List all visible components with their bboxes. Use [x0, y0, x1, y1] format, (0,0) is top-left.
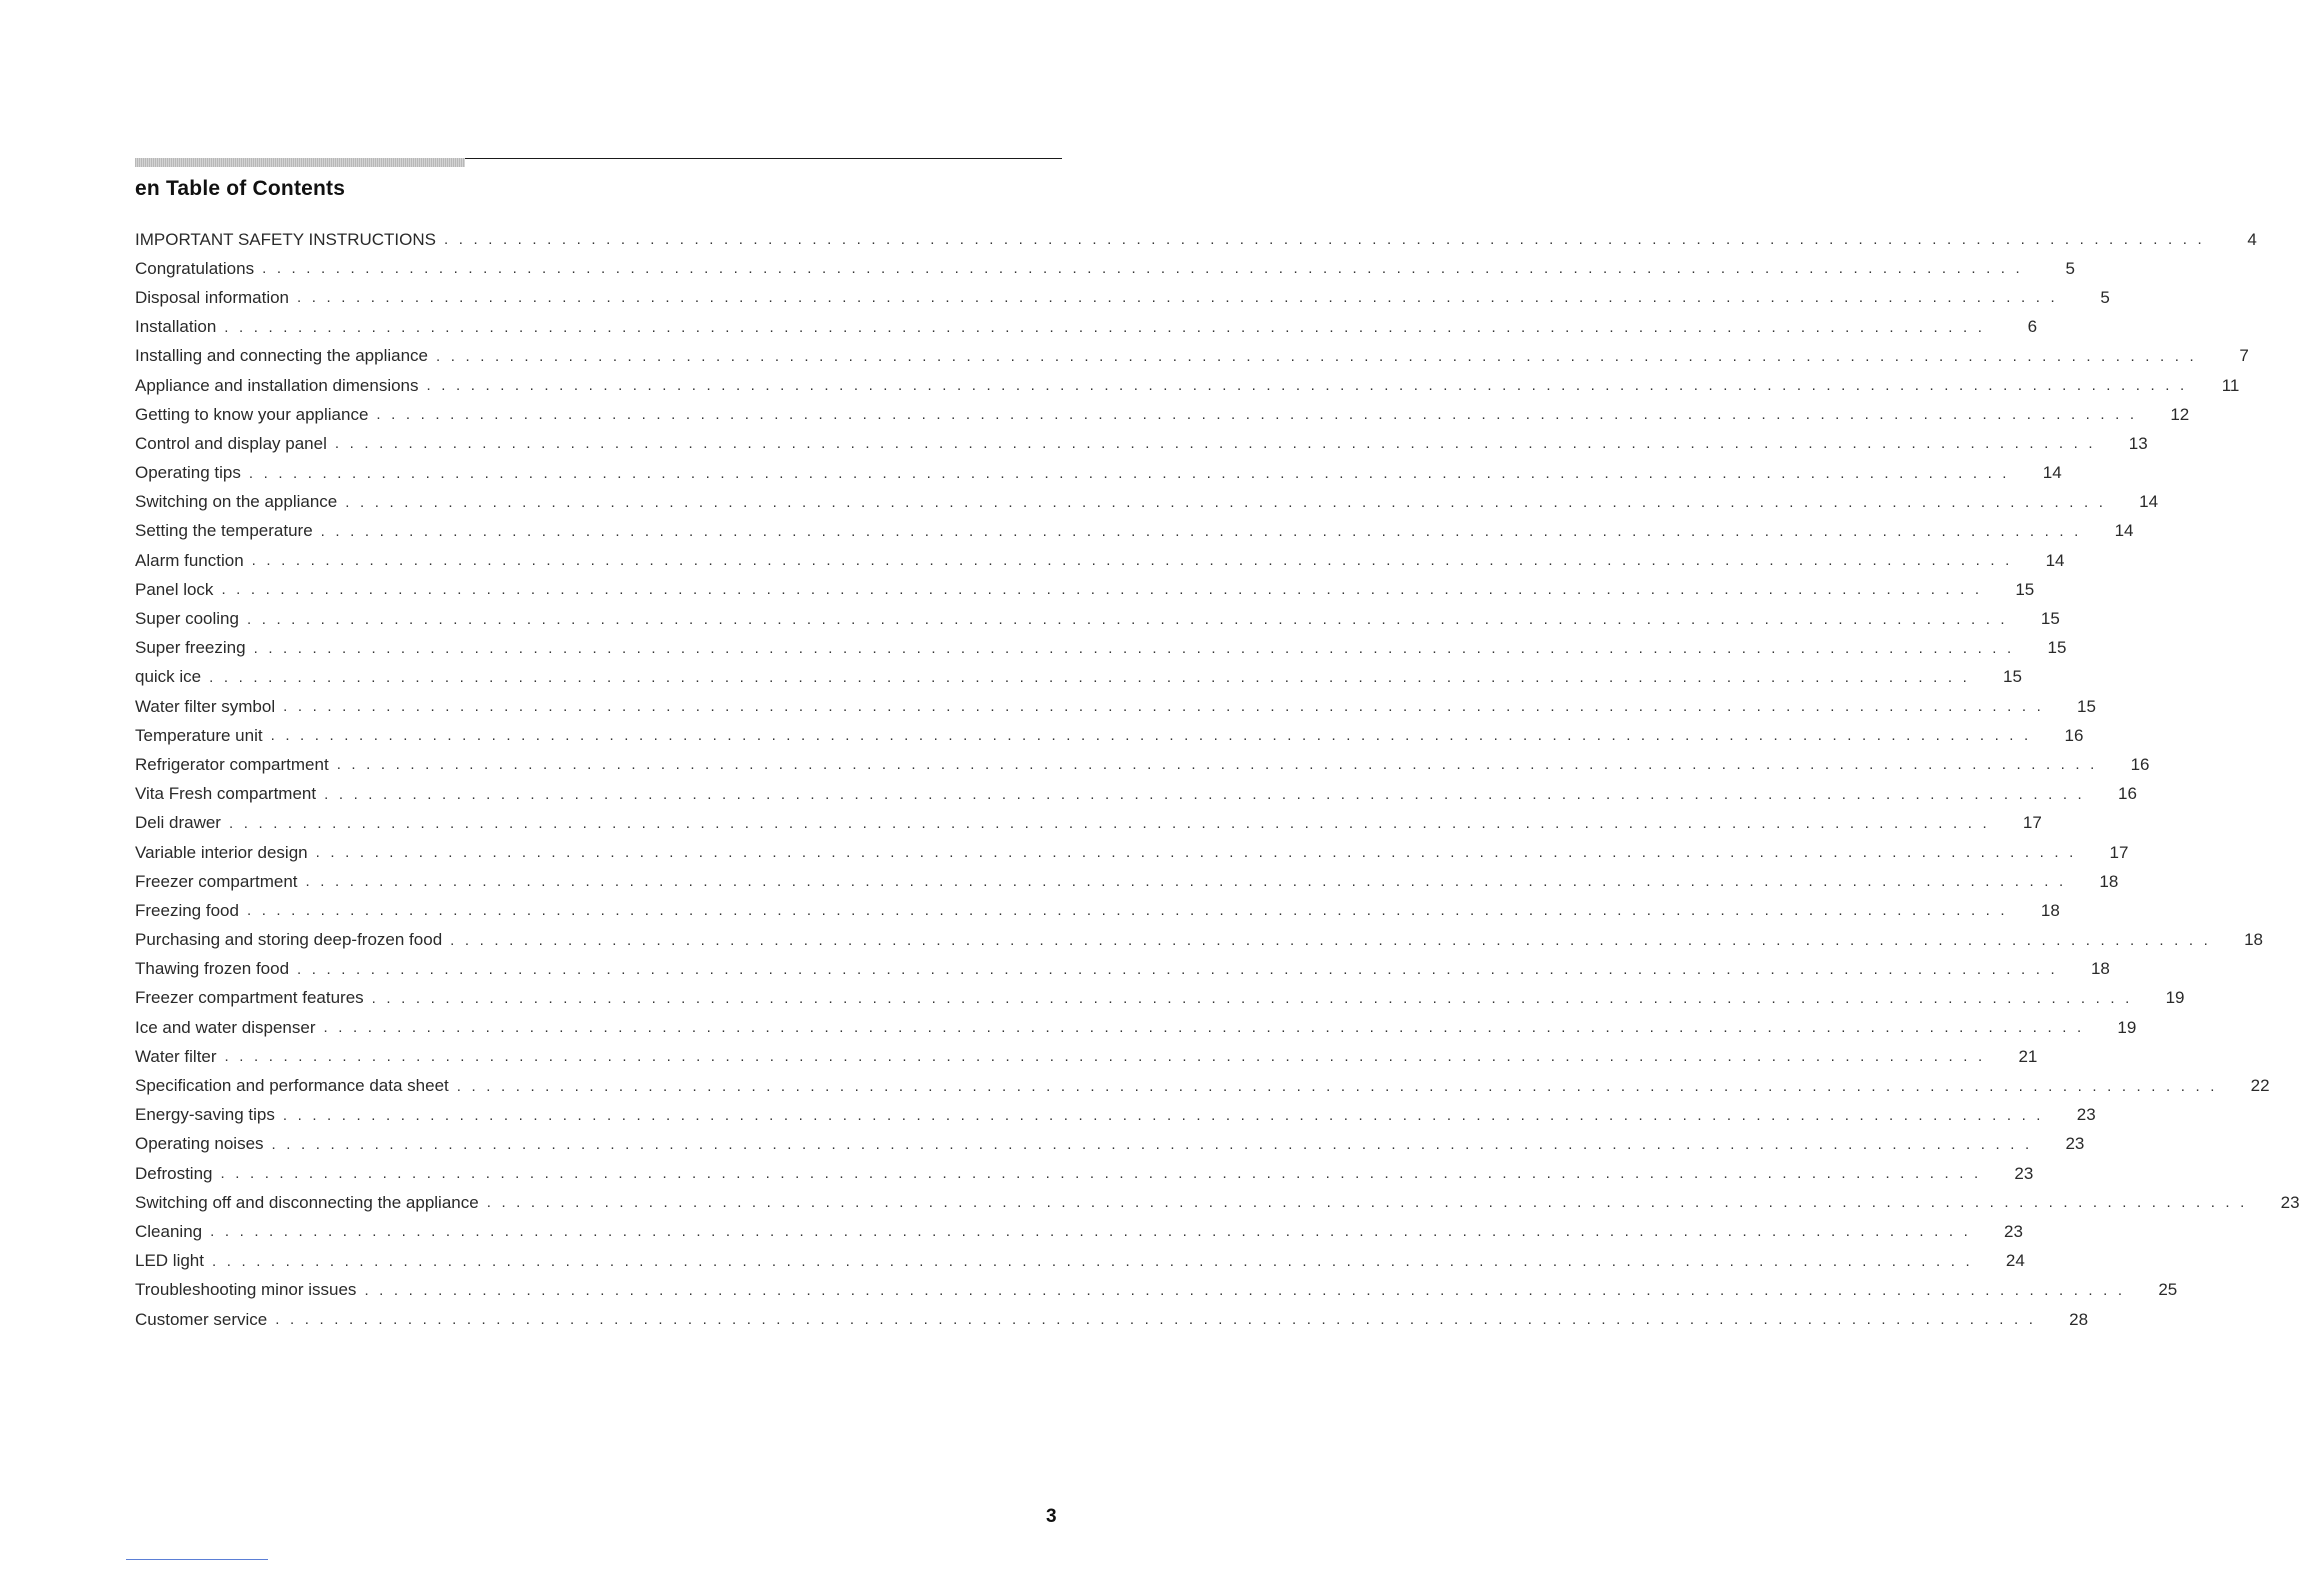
- toc-entry-label: Purchasing and storing deep-frozen food: [135, 930, 443, 950]
- toc-entry-page: 23: [2280, 1192, 2300, 1212]
- toc-leader-dots: . . . . . . . . . . . . . . . . . . . . . . . . . . . . . . . . . . . . . . . . . . . . . . . . . . . . . . . . . . . . . . . . . . . . . . . . . . . . . . . . . . . . . . . . . . . . . . . . . . . . . . . . . . . . . . . . . . . . . . . .: [324, 785, 2085, 803]
- toc-entry-page: 11: [2221, 375, 2240, 395]
- toc-entry-page: 16: [2130, 754, 2150, 774]
- toc-entry-label: Freezing food: [135, 900, 239, 920]
- toc-leader-dots: . . . . . . . . . . . . . . . . . . . . . . . . . . . . . . . . . . . . . . . . . . . . . . . . . . . . . . . . . . . . . . . . . . . . . . . . . . . . . . . . . . . . . . . . . . . . . . . . . . . . . . . . . . . . . . . . . . . . . . . .: [275, 1311, 2037, 1329]
- toc-entry[interactable]: [135, 429, 2148, 458]
- toc-entry[interactable]: [135, 634, 2067, 663]
- toc-entry-page: 14: [2114, 521, 2134, 541]
- toc-leader-dots: . . . . . . . . . . . . . . . . . . . . . . . . . . . . . . . . . . . . . . . . . . . . . . . . . . . . . . . . . . . . . . . . . . . . . . . . . . . . . . . . . . . . . . . . . . . . . . . . . . . . . . . . . . . . . . . . . . . . . . . .: [220, 1165, 1982, 1183]
- toc-leader-dots: . . . . . . . . . . . . . . . . . . . . . . . . . . . . . . . . . . . . . . . . . . . . . . . . . . . . . . . . . . . . . . . . . . . . . . . . . . . . . . . . . . . . . . . . . . . . . . . . . . . . . . . . . . . . . . . . . . . . . . . .: [248, 464, 2010, 482]
- toc-entry-label: Disposal information: [135, 287, 290, 307]
- toc-entry-label: Alarm function: [135, 550, 244, 570]
- toc-leader-dots: . . . . . . . . . . . . . . . . . . . . . . . . . . . . . . . . . . . . . . . . . . . . . . . . . . . . . . . . . . . . . . . . . . . . . . . . . . . . . . . . . . . . . . . . . . . . . . . . . . . . . . . . . . . . . . . . . . . . . . . .: [246, 610, 2008, 628]
- toc-entry[interactable]: [135, 955, 2110, 984]
- toc-entry-label: Vita Fresh compartment: [135, 784, 317, 804]
- toc-entry-label: Congratulations: [135, 258, 255, 278]
- toc-entry-page: 19: [2117, 1017, 2137, 1037]
- header-bar: [135, 158, 465, 167]
- toc-entry-page: 7: [2239, 346, 2249, 366]
- toc-entry-label: Super freezing: [135, 638, 246, 658]
- toc-entry-label: Ice and water dispenser: [135, 1017, 316, 1037]
- toc-entry-label: Water filter symbol: [135, 696, 276, 716]
- toc-leader-dots: . . . . . . . . . . . . . . . . . . . . . . . . . . . . . . . . . . . . . . . . . . . . . . . . . . . . . . . . . . . . . . . . . . . . . . . . . . . . . . . . . . . . . . . . . . . . . . . . . . . . . . . . . . . . . . . . . . . . . . . .: [486, 1194, 2248, 1212]
- toc-entry[interactable]: [135, 780, 2137, 809]
- toc-entry[interactable]: [135, 1247, 2025, 1276]
- toc-entry-label: Energy-saving tips: [135, 1105, 275, 1125]
- toc-leader-dots: . . . . . . . . . . . . . . . . . . . . . . . . . . . . . . . . . . . . . . . . . . . . . . . . . . . . . . . . . . . . . . . . . . . . . . . . . . . . . . . . . . . . . . . . . . . . . . . . . . . . . . . . . . . . . . . . . . . . . . . .: [345, 493, 2107, 511]
- toc-entry[interactable]: [135, 1042, 2038, 1071]
- toc-entry-label: quick ice: [135, 667, 202, 687]
- toc-entry-label: Deli drawer: [135, 813, 221, 833]
- toc-entry-label: Troubleshooting minor issues: [135, 1280, 357, 1300]
- toc-entry[interactable]: [135, 1013, 2137, 1042]
- toc-entry[interactable]: [135, 546, 2065, 575]
- toc-entry-page: 16: [2118, 784, 2137, 804]
- toc-entry-page: 15: [2040, 609, 2060, 629]
- toc-entry-label: Customer service: [135, 1309, 268, 1329]
- toc-leader-dots: . . . . . . . . . . . . . . . . . . . . . . . . . . . . . . . . . . . . . . . . . . . . . . . . . . . . . . . . . . . . . . . . . . . . . . . . . . . . . . . . . . . . . . . . . . . . . . . . . . . . . . . . . . . . . . . . . . . . . . . .: [270, 727, 2032, 745]
- toc-leader-dots: . . . . . . . . . . . . . . . . . . . . . . . . . . . . . . . . . . . . . . . . . . . . . . . . . . . . . . . . . . . . . . . . . . . . . . . . . . . . . . . . . . . . . . . . . . . . . . . . . . . . . . . . . . . . . . . . . . . . . . . .: [323, 1019, 2085, 1037]
- toc-entry-label: Installing and connecting the appliance: [135, 346, 428, 366]
- toc-entry-page: 24: [2005, 1251, 2025, 1271]
- toc-leader-dots: . . . . . . . . . . . . . . . . . . . . . . . . . . . . . . . . . . . . . . . . . . . . . . . . . . . . . . . . . . . . . . . . . . . . . . . . . . . . . . . . . . . . . . . . . . . . . . . . . . . . . . . . . . . . . . . . . . . . . . . .: [334, 435, 2096, 453]
- toc-entry[interactable]: [135, 371, 2240, 400]
- toc-entry-page: 14: [2139, 492, 2159, 512]
- toc-entry-page: 13: [2128, 433, 2148, 453]
- toc-entry[interactable]: [135, 283, 2110, 312]
- toc-entry[interactable]: [135, 400, 2190, 429]
- toc-leader-dots: . . . . . . . . . . . . . . . . . . . . . . . . . . . . . . . . . . . . . . . . . . . . . . . . . . . . . . . . . . . . . . . . . . . . . . . . . . . . . . . . . . . . . . . . . . . . . . . . . . . . . . . . . . . . . . . . . . . . . . . .: [251, 552, 2013, 570]
- toc-leader-dots: . . . . . . . . . . . . . . . . . . . . . . . . . . . . . . . . . . . . . . . . . . . . . . . . . . . . . . . . . . . . . . . . . . . . . . . . . . . . . . . . . . . . . . . . . . . . . . . . . . . . . . . . . . . . . . . . . . . . . . . .: [315, 844, 2077, 862]
- toc-entry[interactable]: [135, 984, 2185, 1013]
- toc-entry[interactable]: [135, 575, 2035, 604]
- toc-entry-label: Panel lock: [135, 579, 214, 599]
- toc-entry-label: Thawing frozen food: [135, 959, 290, 979]
- toc-entry-page: 15: [2047, 638, 2067, 658]
- toc-entry[interactable]: [135, 663, 2022, 692]
- toc-leader-dots: . . . . . . . . . . . . . . . . . . . . . . . . . . . . . . . . . . . . . . . . . . . . . . . . . . . . . . . . . . . . . . . . . . . . . . . . . . . . . . . . . . . . . . . . . . . . . . . . . . . . . . . . . . . . . . . . . . . . . . . .: [456, 1077, 2218, 1095]
- toc-leader-dots: . . . . . . . . . . . . . . . . . . . . . . . . . . . . . . . . . . . . . . . . . . . . . . . . . . . . . . . . . . . . . . . . . . . . . . . . . . . . . . . . . . . . . . . . . . . . . . . . . . . . . . . . . . . . . . . . . . . . . . . .: [364, 1281, 2126, 1299]
- toc-leader-dots: . . . . . . . . . . . . . . . . . . . . . . . . . . . . . . . . . . . . . . . . . . . . . . . . . . . . . . . . . . . . . . . . . . . . . . . . . . . . . . . . . . . . . . . . . . . . . . . . . . . . . . . . . . . . . . . . . . . . . . . .: [426, 377, 2188, 395]
- toc-entry[interactable]: [135, 342, 2249, 371]
- page-title: en Table of Contents: [135, 177, 346, 200]
- header-rule: [465, 158, 1062, 159]
- toc-entry-label: Setting the temperature: [135, 521, 313, 541]
- toc-entry-page: 25: [2158, 1280, 2178, 1300]
- toc-entry[interactable]: [135, 1130, 2085, 1159]
- toc-entry-page: 23: [2076, 1105, 2096, 1125]
- toc-entry-label: Variable interior design: [135, 842, 308, 862]
- toc-leader-dots: . . . . . . . . . . . . . . . . . . . . . . . . . . . . . . . . . . . . . . . . . . . . . . . . . . . . . . . . . . . . . . . . . . . . . . . . . . . . . . . . . . . . . . . . . . . . . . . . . . . . . . . . . . . . . . . . . . . . . . . .: [228, 814, 1990, 832]
- toc-entry-page: 22: [2250, 1076, 2270, 1096]
- toc-leader-dots: . . . . . . . . . . . . . . . . . . . . . . . . . . . . . . . . . . . . . . . . . . . . . . . . . . . . . . . . . . . . . . . . . . . . . . . . . . . . . . . . . . . . . . . . . . . . . . . . . . . . . . . . . . . . . . . . . . . . . . . .: [376, 406, 2138, 424]
- toc-entry-label: Cleaning: [135, 1221, 203, 1241]
- toc-leader-dots: . . . . . . . . . . . . . . . . . . . . . . . . . . . . . . . . . . . . . . . . . . . . . . . . . . . . . . . . . . . . . . . . . . . . . . . . . . . . . . . . . . . . . . . . . . . . . . . . . . . . . . . . . . . . . . . . . . . . . . . .: [444, 231, 2205, 249]
- toc-entry[interactable]: [135, 1276, 2178, 1305]
- toc-entry-label: Defrosting: [135, 1163, 213, 1183]
- toc-entry-label: Temperature unit: [135, 725, 263, 745]
- toc-leader-dots: . . . . . . . . . . . . . . . . . . . . . . . . . . . . . . . . . . . . . . . . . . . . . . . . . . . . . . . . . . . . . . . . . . . . . . . . . . . . . . . . . . . . . . . . . . . . . . . . . . . . . . . . . . . . . . . . . . . . . . . .: [271, 1135, 2033, 1153]
- toc-leader-dots: . . . . . . . . . . . . . . . . . . . . . . . . . . . . . . . . . . . . . . . . . . . . . . . . . . . . . . . . . . . . . . . . . . . . . . . . . . . . . . . . . . . . . . . . . . . . . . . . . . . . . . . . . . . . . . . . . . . . . . . .: [221, 581, 1983, 599]
- toc-entry[interactable]: [135, 867, 2119, 896]
- toc-leader-dots: . . . . . . . . . . . . . . . . . . . . . . . . . . . . . . . . . . . . . . . . . . . . . . . . . . . . . . . . . . . . . . . . . . . . . . . . . . . . . . . . . . . . . . . . . . . . . . . . . . . . . . . . . . . . . . . . . . . . . . . .: [209, 668, 1970, 686]
- toc-entry-page: 14: [2042, 463, 2062, 483]
- toc-entry[interactable]: [135, 926, 2263, 955]
- page-number: 3: [1046, 1506, 1057, 1527]
- toc-entry[interactable]: [135, 750, 2150, 779]
- toc-leader-dots: . . . . . . . . . . . . . . . . . . . . . . . . . . . . . . . . . . . . . . . . . . . . . . . . . . . . . . . . . . . . . . . . . . . . . . . . . . . . . . . . . . . . . . . . . . . . . . . . . . . . . . . . . . . . . . . . . . . . . . . .: [224, 318, 1986, 336]
- toc-entry-page: 23: [2065, 1134, 2085, 1154]
- toc-leader-dots: . . . . . . . . . . . . . . . . . . . . . . . . . . . . . . . . . . . . . . . . . . . . . . . . . . . . . . . . . . . . . . . . . . . . . . . . . . . . . . . . . . . . . . . . . . . . . . . . . . . . . . . . . . . . . . . . . . . . . . . .: [224, 1048, 1986, 1066]
- toc-entry-label: IMPORTANT SAFETY INSTRUCTIONS: [135, 229, 436, 249]
- toc-leader-dots: . . . . . . . . . . . . . . . . . . . . . . . . . . . . . . . . . . . . . . . . . . . . . . . . . . . . . . . . . . . . . . . . . . . . . . . . . . . . . . . . . . . . . . . . . . . . . . . . . . . . . . . . . . . . . . . . . . . . . . . .: [210, 1223, 1971, 1241]
- toc-entry[interactable]: [135, 721, 2084, 750]
- toc-entry-label: Specification and performance data sheet: [135, 1076, 449, 1096]
- toc-leader-dots: . . . . . . . . . . . . . . . . . . . . . . . . . . . . . . . . . . . . . . . . . . . . . . . . . . . . . . . . . . . . . . . . . . . . . . . . . . . . . . . . . . . . . . . . . . . . . . . . . . . . . . . . . . . . . . . . . . . . . . . .: [436, 347, 2197, 365]
- toc-entry-label: Operating tips: [135, 463, 241, 483]
- toc-entry[interactable]: [135, 1101, 2096, 1130]
- toc-entry-label: Control and display panel: [135, 433, 327, 453]
- toc-leader-dots: . . . . . . . . . . . . . . . . . . . . . . . . . . . . . . . . . . . . . . . . . . . . . . . . . . . . . . . . . . . . . . . . . . . . . . . . . . . . . . . . . . . . . . . . . . . . . . . . . . . . . . . . . . . . . . . . . . . . . . . .: [371, 989, 2133, 1007]
- toc-entry-page: 14: [2045, 550, 2065, 570]
- toc-leader-dots: . . . . . . . . . . . . . . . . . . . . . . . . . . . . . . . . . . . . . . . . . . . . . . . . . . . . . . . . . . . . . . . . . . . . . . . . . . . . . . . . . . . . . . . . . . . . . . . . . . . . . . . . . . . . . . . . . . . . . . . .: [305, 873, 2067, 891]
- toc-leader-dots: . . . . . . . . . . . . . . . . . . . . . . . . . . . . . . . . . . . . . . . . . . . . . . . . . . . . . . . . . . . . . . . . . . . . . . . . . . . . . . . . . . . . . . . . . . . . . . . . . . . . . . . . . . . . . . . . . . . . . . . .: [336, 756, 2098, 774]
- toc-entry[interactable]: [135, 809, 2042, 838]
- toc-entry-page: 5: [2100, 287, 2110, 307]
- toc-entry-page: 18: [2090, 959, 2110, 979]
- toc-entry-page: 28: [2069, 1309, 2089, 1329]
- toc-entry-label: Water filter: [135, 1046, 217, 1066]
- toc-leader-dots: . . . . . . . . . . . . . . . . . . . . . . . . . . . . . . . . . . . . . . . . . . . . . . . . . . . . . . . . . . . . . . . . . . . . . . . . . . . . . . . . . . . . . . . . . . . . . . . . . . . . . . . . . . . . . . . . . . . . . . . .: [450, 931, 2211, 949]
- toc-entry-label: LED light: [135, 1251, 204, 1271]
- toc-entry[interactable]: [135, 313, 2038, 342]
- toc-entry[interactable]: [135, 896, 2060, 925]
- toc-entry-label: Switching on the appliance: [135, 492, 338, 512]
- toc-entry[interactable]: [135, 1305, 2089, 1334]
- toc-leader-dots: . . . . . . . . . . . . . . . . . . . . . . . . . . . . . . . . . . . . . . . . . . . . . . . . . . . . . . . . . . . . . . . . . . . . . . . . . . . . . . . . . . . . . . . . . . . . . . . . . . . . . . . . . . . . . . . . . . . . . . . .: [253, 639, 2015, 657]
- toc-entry[interactable]: [135, 692, 2096, 721]
- toc-entry[interactable]: [135, 1188, 2300, 1217]
- toc-leader-dots: . . . . . . . . . . . . . . . . . . . . . . . . . . . . . . . . . . . . . . . . . . . . . . . . . . . . . . . . . . . . . . . . . . . . . . . . . . . . . . . . . . . . . . . . . . . . . . . . . . . . . . . . . . . . . . . . . . . . . . . .: [283, 698, 2044, 716]
- toc-entry-page: 23: [2004, 1221, 2023, 1241]
- toc-entry[interactable]: [135, 604, 2060, 633]
- toc-entry[interactable]: [135, 1159, 2034, 1188]
- toc-entry-page: 6: [2027, 317, 2038, 337]
- table-of-contents: [135, 225, 2300, 1334]
- toc-entry-page: 18: [2244, 930, 2263, 950]
- toc-entry-label: Switching off and disconnecting the appliance: [135, 1192, 479, 1212]
- footer-link-line: [126, 1559, 268, 1560]
- toc-entry[interactable]: [135, 1071, 2270, 1100]
- toc-entry-label: Freezer compartment features: [135, 988, 364, 1008]
- toc-entry-label: Operating noises: [135, 1134, 264, 1154]
- toc-leader-dots: . . . . . . . . . . . . . . . . . . . . . . . . . . . . . . . . . . . . . . . . . . . . . . . . . . . . . . . . . . . . . . . . . . . . . . . . . . . . . . . . . . . . . . . . . . . . . . . . . . . . . . . . . . . . . . . . . . . . . . . .: [282, 1106, 2044, 1124]
- toc-entry-page: 23: [2014, 1163, 2034, 1183]
- toc-entry[interactable]: [135, 488, 2159, 517]
- toc-entry[interactable]: [135, 225, 2257, 254]
- toc-leader-dots: . . . . . . . . . . . . . . . . . . . . . . . . . . . . . . . . . . . . . . . . . . . . . . . . . . . . . . . . . . . . . . . . . . . . . . . . . . . . . . . . . . . . . . . . . . . . . . . . . . . . . . . . . . . . . . . . . . . . . . . .: [297, 960, 2058, 978]
- toc-entry-page: 15: [2003, 667, 2022, 687]
- toc-entry[interactable]: [135, 838, 2129, 867]
- toc-leader-dots: . . . . . . . . . . . . . . . . . . . . . . . . . . . . . . . . . . . . . . . . . . . . . . . . . . . . . . . . . . . . . . . . . . . . . . . . . . . . . . . . . . . . . . . . . . . . . . . . . . . . . . . . . . . . . . . . . . . . . . . .: [297, 289, 2058, 307]
- toc-entry-label: Getting to know your appliance: [135, 404, 369, 424]
- toc-entry-label: Super cooling: [135, 609, 239, 629]
- toc-leader-dots: . . . . . . . . . . . . . . . . . . . . . . . . . . . . . . . . . . . . . . . . . . . . . . . . . . . . . . . . . . . . . . . . . . . . . . . . . . . . . . . . . . . . . . . . . . . . . . . . . . . . . . . . . . . . . . . . . . . . . . . .: [246, 902, 2008, 920]
- toc-entry[interactable]: [135, 459, 2062, 488]
- toc-entry-page: 4: [2247, 229, 2257, 249]
- toc-entry[interactable]: [135, 1217, 2023, 1246]
- toc-leader-dots: . . . . . . . . . . . . . . . . . . . . . . . . . . . . . . . . . . . . . . . . . . . . . . . . . . . . . . . . . . . . . . . . . . . . . . . . . . . . . . . . . . . . . . . . . . . . . . . . . . . . . . . . . . . . . . . . . . . . . . . .: [262, 260, 2023, 278]
- toc-entry-label: Refrigerator compartment: [135, 754, 329, 774]
- toc-entry-page: 16: [2064, 725, 2084, 745]
- toc-entry-page: 5: [2065, 258, 2075, 278]
- toc-entry[interactable]: [135, 517, 2134, 546]
- toc-entry-label: Installation: [135, 317, 217, 337]
- toc-entry-page: 18: [2040, 900, 2060, 920]
- toc-entry-label: Appliance and installation dimensions: [135, 375, 419, 395]
- toc-entry-page: 15: [2077, 696, 2096, 716]
- toc-leader-dots: . . . . . . . . . . . . . . . . . . . . . . . . . . . . . . . . . . . . . . . . . . . . . . . . . . . . . . . . . . . . . . . . . . . . . . . . . . . . . . . . . . . . . . . . . . . . . . . . . . . . . . . . . . . . . . . . . . . . . . . .: [211, 1252, 1973, 1270]
- toc-entry-label: Freezer compartment: [135, 871, 298, 891]
- toc-entry-page: 19: [2165, 988, 2185, 1008]
- toc-entry-page: 12: [2170, 404, 2190, 424]
- toc-entry-page: 18: [2099, 871, 2119, 891]
- toc-entry-page: 17: [2022, 813, 2042, 833]
- toc-entry[interactable]: [135, 254, 2075, 283]
- toc-entry-page: 21: [2018, 1046, 2038, 1066]
- toc-entry-page: 15: [2015, 579, 2035, 599]
- toc-leader-dots: . . . . . . . . . . . . . . . . . . . . . . . . . . . . . . . . . . . . . . . . . . . . . . . . . . . . . . . . . . . . . . . . . . . . . . . . . . . . . . . . . . . . . . . . . . . . . . . . . . . . . . . . . . . . . . . . . . . . . . . .: [320, 522, 2082, 540]
- toc-entry-page: 17: [2109, 842, 2129, 862]
